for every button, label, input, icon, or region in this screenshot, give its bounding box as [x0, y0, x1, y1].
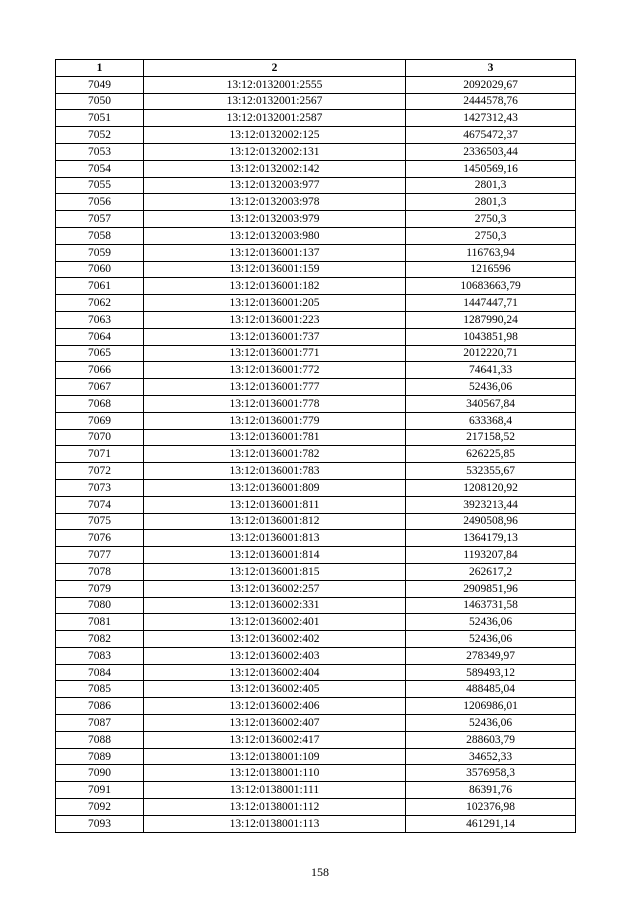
cadastral-number-cell: 13:12:0136002:407: [144, 715, 406, 732]
table-row: [56, 547, 576, 564]
row-number-cell: 7069: [56, 412, 144, 429]
table-row: [56, 295, 576, 312]
cadastral-number-cell: 13:12:0132003:978: [144, 194, 406, 211]
row-number-cell: 7078: [56, 563, 144, 580]
table-row: [56, 664, 576, 681]
value-cell: 2012220,71: [406, 345, 576, 362]
value-cell: 1216596: [406, 261, 576, 278]
value-cell: 2801,3: [406, 177, 576, 194]
value-cell: 1287990,24: [406, 311, 576, 328]
cadastral-number-cell: 13:12:0136002:406: [144, 698, 406, 715]
table-row: [56, 379, 576, 396]
row-number-cell: 7062: [56, 295, 144, 312]
row-number-cell: 7073: [56, 479, 144, 496]
cadastral-number-cell: 13:12:0138001:113: [144, 815, 406, 832]
value-cell: 1193207,84: [406, 547, 576, 564]
value-cell: 340567,84: [406, 395, 576, 412]
value-cell: 488485,04: [406, 681, 576, 698]
cadastral-number-cell: 13:12:0132001:2567: [144, 93, 406, 110]
row-number-cell: 7074: [56, 496, 144, 513]
table-row: [56, 731, 576, 748]
table-row: [56, 362, 576, 379]
cadastral-number-cell: 13:12:0138001:110: [144, 765, 406, 782]
cadastral-number-cell: 13:12:0138001:112: [144, 799, 406, 816]
cadastral-number-cell: 13:12:0136002:331: [144, 597, 406, 614]
row-number-cell: 7085: [56, 681, 144, 698]
table-row: [56, 715, 576, 732]
table-row: [56, 496, 576, 513]
row-number-cell: 7058: [56, 227, 144, 244]
value-cell: 52436,06: [406, 631, 576, 648]
table-row: [56, 463, 576, 480]
cadastral-number-cell: 13:12:0136002:402: [144, 631, 406, 648]
value-cell: 626225,85: [406, 446, 576, 463]
row-number-cell: 7059: [56, 244, 144, 261]
cadastral-number-cell: 13:12:0136001:781: [144, 429, 406, 446]
cadastral-number-cell: 13:12:0136001:771: [144, 345, 406, 362]
row-number-cell: 7093: [56, 815, 144, 832]
row-number-cell: 7081: [56, 614, 144, 631]
row-number-cell: 7057: [56, 211, 144, 228]
row-number-cell: 7068: [56, 395, 144, 412]
table-row: [56, 580, 576, 597]
page-number: 158: [311, 865, 329, 879]
row-number-cell: 7071: [56, 446, 144, 463]
value-cell: 217158,52: [406, 429, 576, 446]
row-number-cell: 7080: [56, 597, 144, 614]
table-row: [56, 76, 576, 93]
value-cell: 1450569,16: [406, 160, 576, 177]
cadastral-number-cell: 13:12:0132002:131: [144, 143, 406, 160]
table-header-row: [56, 60, 576, 77]
value-cell: 2750,3: [406, 211, 576, 228]
cadastral-number-cell: 13:12:0136001:182: [144, 278, 406, 295]
row-number-cell: 7077: [56, 547, 144, 564]
table-row: [56, 278, 576, 295]
row-number-cell: 7066: [56, 362, 144, 379]
cadastral-number-cell: 13:12:0136001:159: [144, 261, 406, 278]
table-row: [56, 143, 576, 160]
row-number-cell: 7086: [56, 698, 144, 715]
cadastral-number-cell: 13:12:0136001:811: [144, 496, 406, 513]
table-row: [56, 681, 576, 698]
cadastral-number-cell: 13:12:0136002:403: [144, 647, 406, 664]
value-cell: 74641,33: [406, 362, 576, 379]
cadastral-number-cell: 13:12:0136001:737: [144, 328, 406, 345]
table-row: [56, 429, 576, 446]
table-row: [56, 698, 576, 715]
table-row: [56, 479, 576, 496]
cadastral-number-cell: 13:12:0136002:417: [144, 731, 406, 748]
table-body: [56, 76, 576, 832]
table-row: [56, 177, 576, 194]
cadastral-number-cell: 13:12:0136001:814: [144, 547, 406, 564]
value-cell: 34652,33: [406, 748, 576, 765]
column-header-1: 1: [56, 60, 144, 77]
cadastral-number-cell: 13:12:0136001:782: [144, 446, 406, 463]
table-row: [56, 815, 576, 832]
table-row: [56, 127, 576, 144]
row-number-cell: 7092: [56, 799, 144, 816]
value-cell: 4675472,37: [406, 127, 576, 144]
cadastral-number-cell: 13:12:0136002:257: [144, 580, 406, 597]
value-cell: 10683663,79: [406, 278, 576, 295]
value-cell: 1043851,98: [406, 328, 576, 345]
table-row: [56, 563, 576, 580]
value-cell: 2336503,44: [406, 143, 576, 160]
row-number-cell: 7090: [56, 765, 144, 782]
table-row: [56, 799, 576, 816]
cadastral-number-cell: 13:12:0136001:779: [144, 412, 406, 429]
value-cell: 262617,2: [406, 563, 576, 580]
row-number-cell: 7049: [56, 76, 144, 93]
table-row: [56, 345, 576, 362]
row-number-cell: 7061: [56, 278, 144, 295]
row-number-cell: 7052: [56, 127, 144, 144]
cadastral-number-cell: 13:12:0136001:772: [144, 362, 406, 379]
table-row: [56, 765, 576, 782]
table-row: [56, 311, 576, 328]
row-number-cell: 7053: [56, 143, 144, 160]
row-number-cell: 7089: [56, 748, 144, 765]
cadastral-number-cell: 13:12:0132001:2555: [144, 76, 406, 93]
cadastral-number-cell: 13:12:0136001:812: [144, 513, 406, 530]
table-row: [56, 395, 576, 412]
cadastral-number-cell: 13:12:0136002:404: [144, 664, 406, 681]
cadastral-number-cell: 13:12:0136002:405: [144, 681, 406, 698]
row-number-cell: 7056: [56, 194, 144, 211]
value-cell: 2801,3: [406, 194, 576, 211]
cadastral-number-cell: 13:12:0136001:205: [144, 295, 406, 312]
row-number-cell: 7088: [56, 731, 144, 748]
value-cell: 1208120,92: [406, 479, 576, 496]
table-row: [56, 93, 576, 110]
cadastral-number-cell: 13:12:0136001:777: [144, 379, 406, 396]
value-cell: 633368,4: [406, 412, 576, 429]
row-number-cell: 7091: [56, 782, 144, 799]
row-number-cell: 7087: [56, 715, 144, 732]
cadastral-number-cell: 13:12:0132002:142: [144, 160, 406, 177]
table-row: [56, 244, 576, 261]
table-row: [56, 446, 576, 463]
value-cell: 278349,97: [406, 647, 576, 664]
table-row: [56, 748, 576, 765]
row-number-cell: 7060: [56, 261, 144, 278]
value-cell: 52436,06: [406, 379, 576, 396]
row-number-cell: 7082: [56, 631, 144, 648]
cadastral-number-cell: 13:12:0136001:137: [144, 244, 406, 261]
row-number-cell: 7051: [56, 110, 144, 127]
row-number-cell: 7084: [56, 664, 144, 681]
table-row: [56, 261, 576, 278]
data-table: [55, 59, 576, 833]
row-number-cell: 7076: [56, 530, 144, 547]
cadastral-number-cell: 13:12:0136001:809: [144, 479, 406, 496]
table-row: [56, 328, 576, 345]
table-row: [56, 530, 576, 547]
value-cell: 2909851,96: [406, 580, 576, 597]
column-header-2: 2: [144, 60, 406, 77]
row-number-cell: 7075: [56, 513, 144, 530]
row-number-cell: 7055: [56, 177, 144, 194]
value-cell: 3576958,3: [406, 765, 576, 782]
table-row: [56, 194, 576, 211]
value-cell: 3923213,44: [406, 496, 576, 513]
table-row: [56, 647, 576, 664]
table-row: [56, 160, 576, 177]
value-cell: 1427312,43: [406, 110, 576, 127]
value-cell: 116763,94: [406, 244, 576, 261]
value-cell: 1447447,71: [406, 295, 576, 312]
cadastral-number-cell: 13:12:0136001:813: [144, 530, 406, 547]
table-row: [56, 412, 576, 429]
value-cell: 2750,3: [406, 227, 576, 244]
cadastral-number-cell: 13:12:0138001:111: [144, 782, 406, 799]
row-number-cell: 7083: [56, 647, 144, 664]
value-cell: 589493,12: [406, 664, 576, 681]
value-cell: 532355,67: [406, 463, 576, 480]
value-cell: 1364179,13: [406, 530, 576, 547]
row-number-cell: 7079: [56, 580, 144, 597]
table-row: [56, 614, 576, 631]
cadastral-number-cell: 13:12:0136001:223: [144, 311, 406, 328]
value-cell: 461291,14: [406, 815, 576, 832]
cadastral-number-cell: 13:12:0132003:979: [144, 211, 406, 228]
value-cell: 86391,76: [406, 782, 576, 799]
value-cell: 2490508,96: [406, 513, 576, 530]
table-row: [56, 597, 576, 614]
row-number-cell: 7065: [56, 345, 144, 362]
table-row: [56, 227, 576, 244]
row-number-cell: 7072: [56, 463, 144, 480]
value-cell: 288603,79: [406, 731, 576, 748]
table-row: [56, 513, 576, 530]
row-number-cell: 7063: [56, 311, 144, 328]
value-cell: 52436,06: [406, 715, 576, 732]
value-cell: 2444578,76: [406, 93, 576, 110]
table-row: [56, 211, 576, 228]
table-row: [56, 782, 576, 799]
value-cell: 102376,98: [406, 799, 576, 816]
row-number-cell: 7054: [56, 160, 144, 177]
cadastral-number-cell: 13:12:0138001:109: [144, 748, 406, 765]
cadastral-number-cell: 13:12:0132003:980: [144, 227, 406, 244]
cadastral-number-cell: 13:12:0136001:778: [144, 395, 406, 412]
column-header-3: 3: [406, 60, 576, 77]
row-number-cell: 7050: [56, 93, 144, 110]
cadastral-number-cell: 13:12:0136001:815: [144, 563, 406, 580]
row-number-cell: 7070: [56, 429, 144, 446]
value-cell: 1463731,58: [406, 597, 576, 614]
value-cell: 2092029,67: [406, 76, 576, 93]
value-cell: 1206986,01: [406, 698, 576, 715]
cadastral-number-cell: 13:12:0136002:401: [144, 614, 406, 631]
value-cell: 52436,06: [406, 614, 576, 631]
row-number-cell: 7067: [56, 379, 144, 396]
table-row: [56, 110, 576, 127]
cadastral-number-cell: 13:12:0132003:977: [144, 177, 406, 194]
row-number-cell: 7064: [56, 328, 144, 345]
cadastral-number-cell: 13:12:0136001:783: [144, 463, 406, 480]
cadastral-number-cell: 13:12:0132002:125: [144, 127, 406, 144]
table-row: [56, 631, 576, 648]
cadastral-number-cell: 13:12:0132001:2587: [144, 110, 406, 127]
